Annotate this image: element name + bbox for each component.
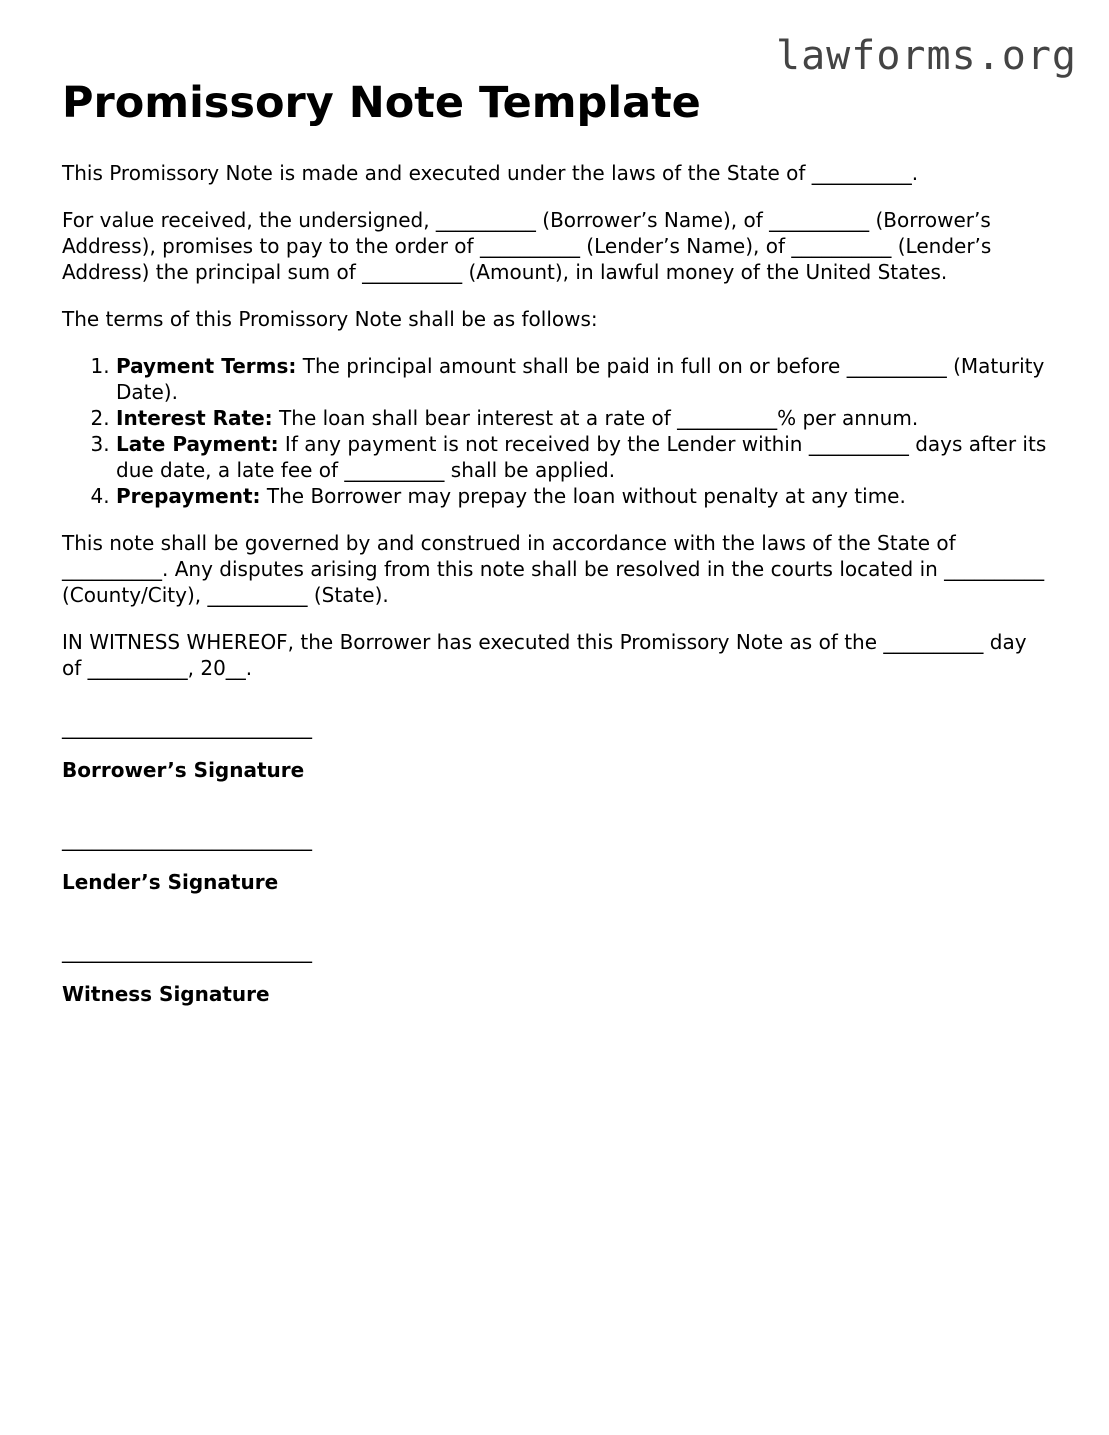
term-title: Prepayment: bbox=[116, 483, 261, 508]
intro-paragraph: This Promissory Note is made and executed under the laws of the State of __________. bbox=[62, 160, 919, 185]
term-item-interest bbox=[116, 405, 1052, 431]
term-item-late-payment bbox=[116, 431, 1052, 483]
lender-signature-line: _________________________ bbox=[62, 826, 312, 851]
term-text: If any payment is not received by the Lender within __________ days after its due date, a late fee of __________ shall be applied. bbox=[116, 431, 1047, 482]
term-title: Late Payment: bbox=[116, 431, 279, 456]
signature-block bbox=[62, 714, 1052, 1007]
term-text: The principal amount shall be paid in full on or before __________ (Maturity Date). bbox=[116, 353, 1045, 404]
watermark-logo: lawforms.org bbox=[776, 33, 1077, 79]
term-title: Interest Rate: bbox=[116, 405, 273, 430]
witness-signature-line: _________________________ bbox=[62, 938, 312, 963]
document-title: Promissory Note Template bbox=[62, 78, 701, 128]
term-text: The loan shall bear interest at a rate of __________% per annum. bbox=[272, 405, 919, 430]
terms-intro: The terms of this Promissory Note shall be as follows: bbox=[62, 306, 598, 331]
value-received-paragraph: For value received, the undersigned, __________ (Borrower’s Name), of __________ (Borrower’s Address), promises to pay to the order of __________ (Lender’s Name), of __________ (Lender’s Address) the principal sum of __________ (Amount), in lawful money of the United States. bbox=[62, 207, 992, 284]
lender-signature-label: Lender’s Signature bbox=[62, 869, 279, 894]
document-page bbox=[62, 78, 1052, 1050]
borrower-signature-line: _________________________ bbox=[62, 714, 312, 739]
witness-clause: IN WITNESS WHEREOF, the Borrower has executed this Promissory Note as of the __________ day of __________, 20__. bbox=[62, 629, 1027, 680]
term-item-payment bbox=[116, 353, 1052, 405]
borrower-signature-label: Borrower’s Signature bbox=[62, 757, 305, 782]
witness-signature-label: Witness Signature bbox=[62, 981, 270, 1006]
terms-list bbox=[62, 353, 1052, 509]
term-item-prepayment bbox=[116, 483, 1052, 509]
governing-law-paragraph: This note shall be governed by and construed in accordance with the laws of the State of __________. Any disputes arising from this note shall be resolved in the courts located in __________ (County/City), __________ (State). bbox=[62, 530, 1045, 607]
term-title: Payment Terms: bbox=[116, 353, 297, 378]
term-text: The Borrower may prepay the loan without penalty at any time. bbox=[260, 483, 906, 508]
